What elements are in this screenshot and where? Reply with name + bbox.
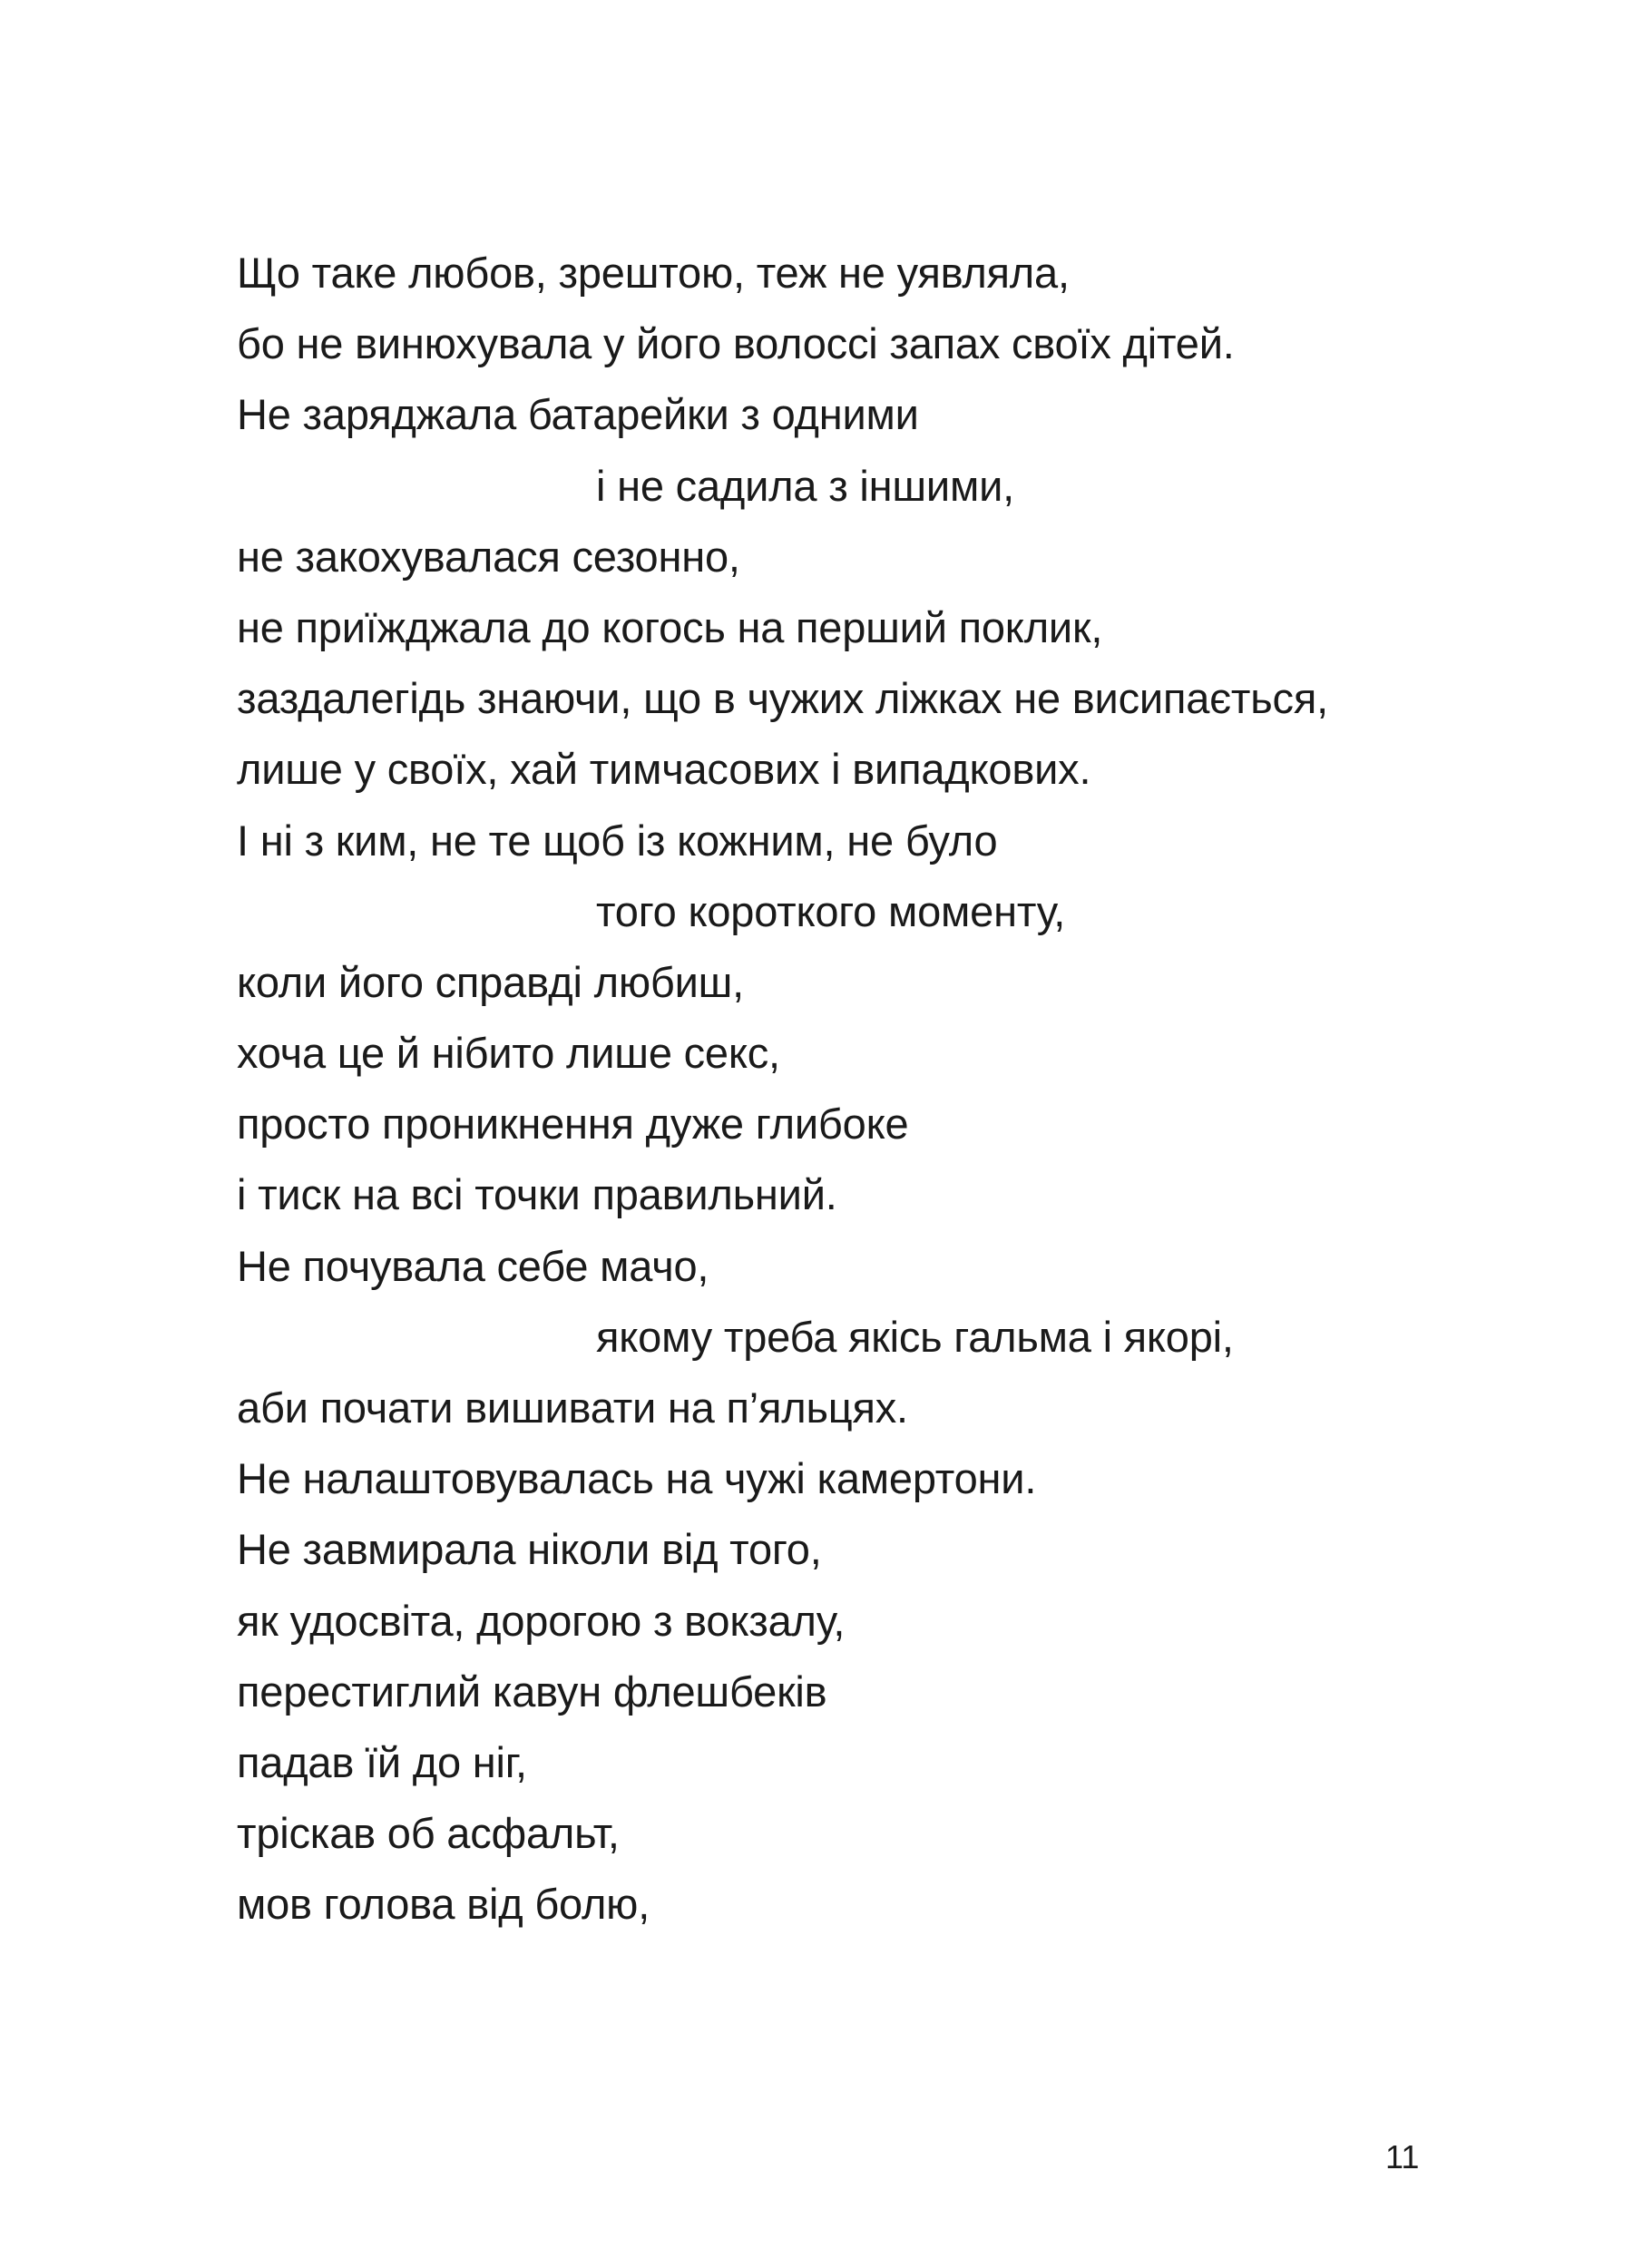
- poem-line: того короткого моменту,: [596, 886, 1066, 935]
- poem-line: падав їй до ніг,: [237, 1737, 527, 1786]
- poem-line: коли його справді любиш,: [237, 957, 745, 1006]
- poem-line: просто проникнення дуже глибоке: [237, 1100, 909, 1149]
- poem-line: заздалегідь знаючи, що в чужих ліжках не висипається,: [237, 674, 1328, 723]
- poem-line: не приїжджала до когось на перший поклик,: [237, 602, 1103, 651]
- poem-line: Не завмирала ніколи від того,: [237, 1525, 822, 1574]
- poem-line: аби почати вишивати на п’яльцях.: [237, 1383, 908, 1432]
- poem-line: лише у своїх, хай тимчасових і випадкових.: [237, 745, 1091, 794]
- page-number: 11: [1385, 2138, 1420, 2175]
- poem-line: мов голова від болю,: [237, 1880, 650, 1929]
- poem-line: якому треба якісь гальма і якорі,: [596, 1312, 1234, 1361]
- poem-text: [237, 238, 1507, 1941]
- poem-line: не закохувалася сезонно,: [237, 532, 740, 581]
- poem-line: Що таке любов, зрештою, теж не уявляла,: [237, 249, 1070, 297]
- poem-line: бо не винюхувала у його волоссі запах своїх дітей.: [237, 319, 1235, 368]
- poem-line: тріскав об асфальт,: [237, 1809, 620, 1858]
- poem-line: перестиглий кавун флешбеків: [237, 1667, 827, 1716]
- poem-line: і тиск на всі точки правильний.: [237, 1170, 837, 1219]
- poem-line: Не почувала себе мачо,: [237, 1241, 709, 1290]
- poem-line: як удосвіта, дорогою з вокзалу,: [237, 1596, 846, 1645]
- poem-line: Не налаштовувалась на чужі камертони.: [237, 1454, 1037, 1503]
- poem-line: хоча це й нібито лише секс,: [237, 1029, 780, 1078]
- poem-line: Не заряджала батарейки з одними: [237, 390, 919, 439]
- poem-line: І ні з ким, не те щоб із кожним, не було: [237, 816, 998, 865]
- poem-line: і не садила з іншими,: [596, 461, 1014, 510]
